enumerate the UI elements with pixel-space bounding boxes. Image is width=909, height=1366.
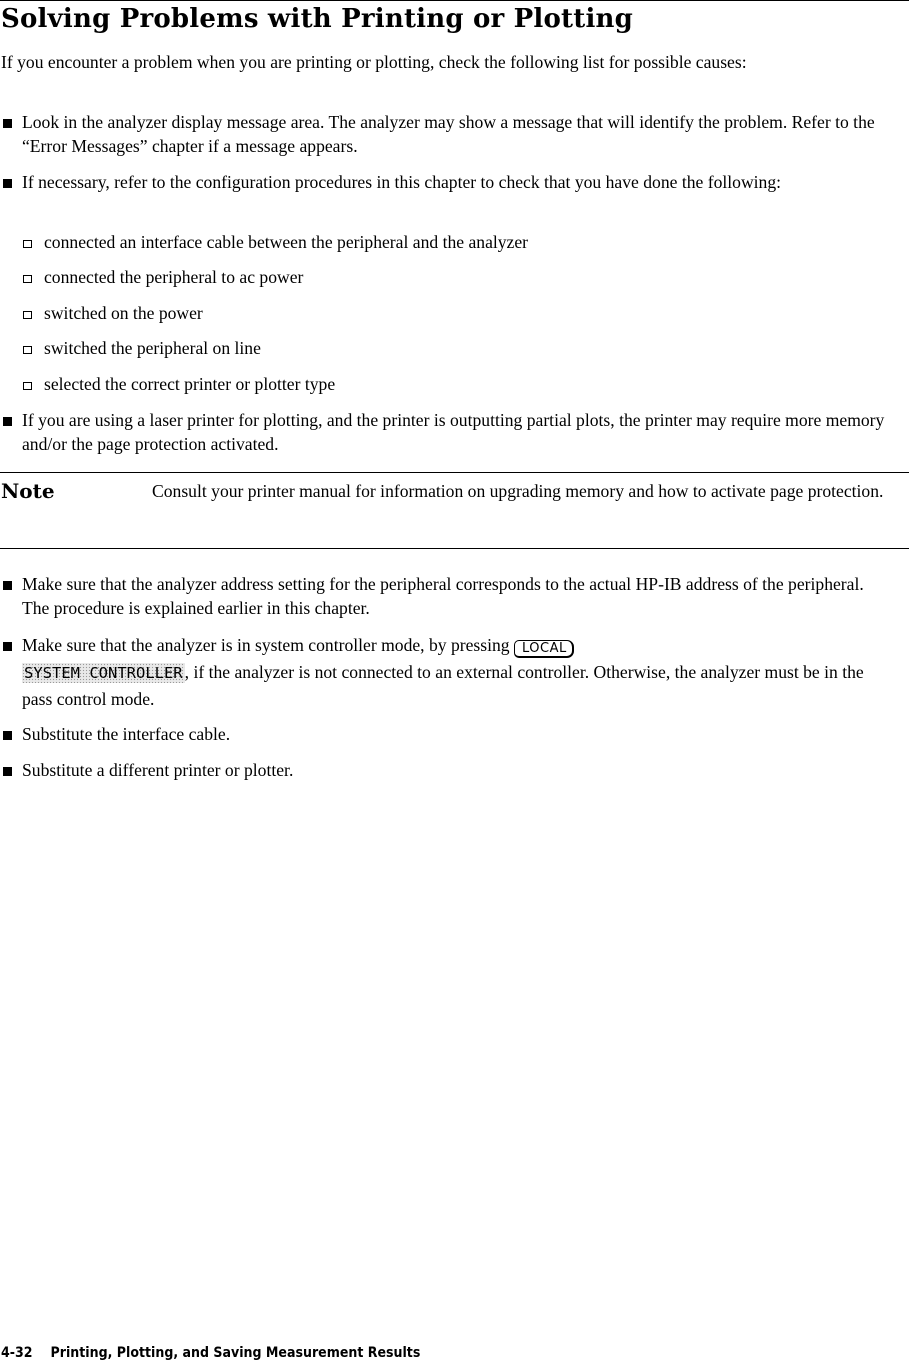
bullet-system-controller-text-before: Make sure that the analyzer is in system controller mode, by pressing — [22, 635, 515, 655]
note-text: Consult your printer manual for information on upgrading memory and how to activate page protection. — [152, 481, 884, 501]
system-controller-softkey: SYSTEM CONTROLLER — [24, 664, 183, 682]
bullet-system-controller — [22, 632, 892, 713]
top-rule — [0, 0, 909, 1]
bullet-interface-cable — [22, 722, 892, 746]
bullet-hpib-address — [22, 572, 892, 620]
note-top-rule — [0, 472, 909, 473]
checklist-item — [44, 336, 261, 360]
bullet-configuration-text: If necessary, refer to the configuration procedures in this chapter to check that you have done the following: — [22, 172, 782, 192]
bullet-configuration — [22, 170, 892, 194]
note-bottom-rule — [0, 548, 909, 549]
bullet-interface-cable-text: Substitute the interface cable. — [22, 724, 231, 744]
bullet-square-icon — [3, 417, 12, 426]
checklist-item-text: switched the peripheral on line — [44, 338, 261, 358]
page-number: 4-32 — [1, 1345, 33, 1361]
bullet-square-icon — [3, 767, 12, 776]
page-title: Solving Problems with Printing or Plotting — [1, 4, 634, 34]
bullet-display-message-text: Look in the analyzer display message area. The analyzer may show a message that will identify the problem. Refer to the “Error Messages” chapter if a message appears. — [22, 112, 875, 156]
bullet-system-controller-text-after: , if the analyzer is not connected to an external controller. Otherwise, the analyzer must be in the pass control mode. — [22, 662, 864, 709]
note-label: Note — [1, 479, 55, 503]
bullet-square-icon — [3, 581, 12, 590]
page-footer — [1, 1345, 420, 1361]
checkbox-icon — [23, 311, 32, 319]
checkbox-icon — [23, 275, 32, 283]
local-key: LOCAL — [514, 640, 574, 658]
intro-paragraph: If you encounter a problem when you are printing or plotting, check the following list for possible causes: — [1, 52, 747, 72]
footer-section-title: Printing, Plotting, and Saving Measurement Results — [50, 1345, 421, 1361]
bullet-square-icon — [3, 179, 12, 188]
bullet-hpib-address-text: Make sure that the analyzer address setting for the peripheral corresponds to the actual HP-IB address of the peripheral. The procedure is explained earlier in this chapter. — [22, 574, 864, 618]
bullet-laser-printer-text: If you are using a laser printer for plotting, and the printer is outputting partial plots, the printer may require more memory and/or the page protection activated. — [22, 410, 885, 454]
bullet-square-icon — [3, 731, 12, 740]
bullet-display-message — [22, 110, 892, 158]
checklist-item — [44, 265, 303, 289]
checklist-item — [44, 230, 528, 254]
checklist-item — [44, 372, 335, 396]
checkbox-icon — [23, 240, 32, 248]
bullet-square-icon — [3, 642, 12, 651]
bullet-different-printer-text: Substitute a different printer or plotter. — [22, 760, 294, 780]
checklist-item-text: switched on the power — [44, 303, 203, 323]
checklist-item-text: connected an interface cable between the peripheral and the analyzer — [44, 232, 529, 252]
bullet-square-icon — [3, 119, 12, 128]
bullet-laser-printer — [22, 408, 892, 456]
checkbox-icon — [23, 382, 32, 390]
checklist-item — [44, 301, 203, 325]
bullet-different-printer — [22, 758, 892, 782]
checklist-item-text: connected the peripheral to ac power — [44, 267, 304, 287]
checklist-item-text: selected the correct printer or plotter type — [44, 374, 336, 394]
checkbox-icon — [23, 346, 32, 354]
